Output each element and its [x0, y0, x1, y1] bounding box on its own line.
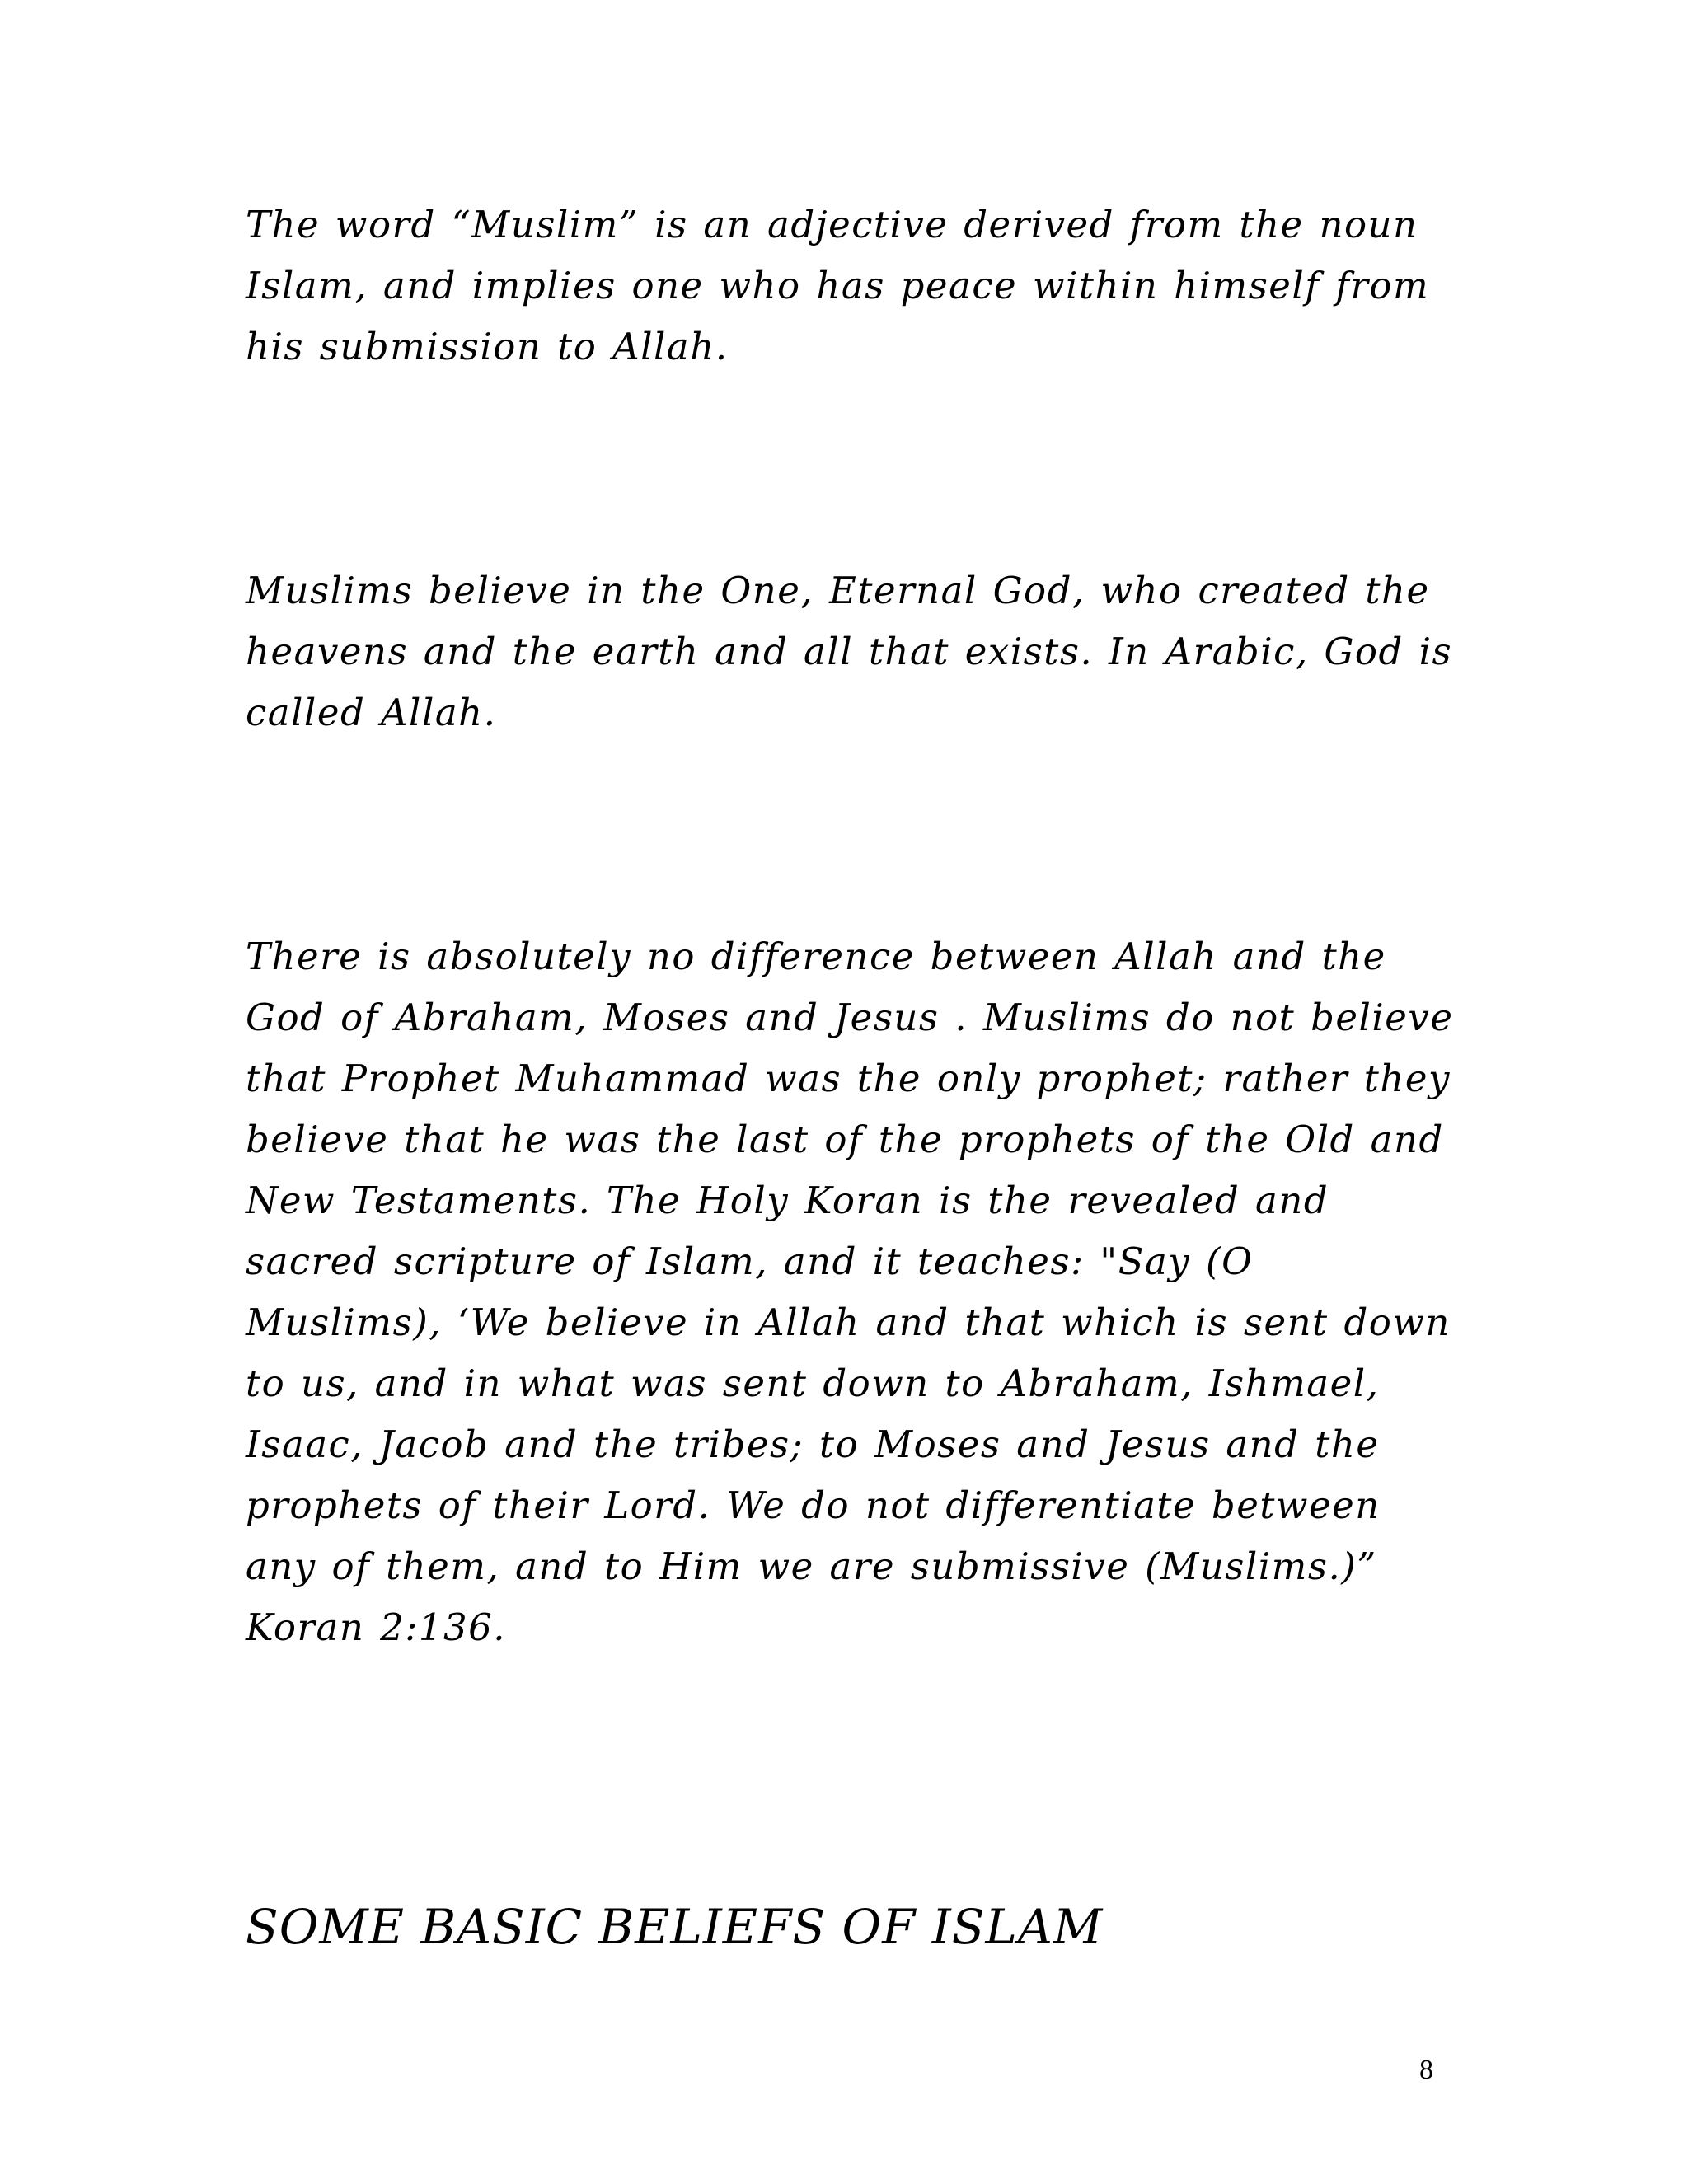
page-number: 8 — [1419, 2055, 1433, 2085]
paragraph-muslim-definition: The word “Muslim” is an adjective derived from the noun Islam, and implies one who has peace within himself from his submission to Allah. — [246, 203, 1430, 368]
section-heading: SOME BASIC BELIEFS OF ISLAM — [246, 1899, 1104, 1955]
paragraph-allah-and-prophets: There is absolutely no difference between Allah and the God of Abraham, Moses and Jesus . Muslims do not believe that Prophet Muhammad was the only prophet; rather they believe that he was the last of the prophets of the Old and New Testaments. The Holy Koran is the revealed and sacred scripture of Islam, and it teaches: "Say (O Muslims), ‘We believe in Allah and that which is sent down to us, and in what was sent down to Abraham, Ishmael, Isaac, Jacob and the tribes; to Moses and Jesus and the prophets of their Lord. We do not differentiate between any of them, and to Him we are submissive (Muslims.)” Koran 2:136. — [246, 935, 1454, 1649]
paragraph-belief-in-god: Muslims believe in the One, Eternal God, who created the heavens and the earth and all that exists. In Arabic, God is called Allah. — [246, 569, 1453, 734]
